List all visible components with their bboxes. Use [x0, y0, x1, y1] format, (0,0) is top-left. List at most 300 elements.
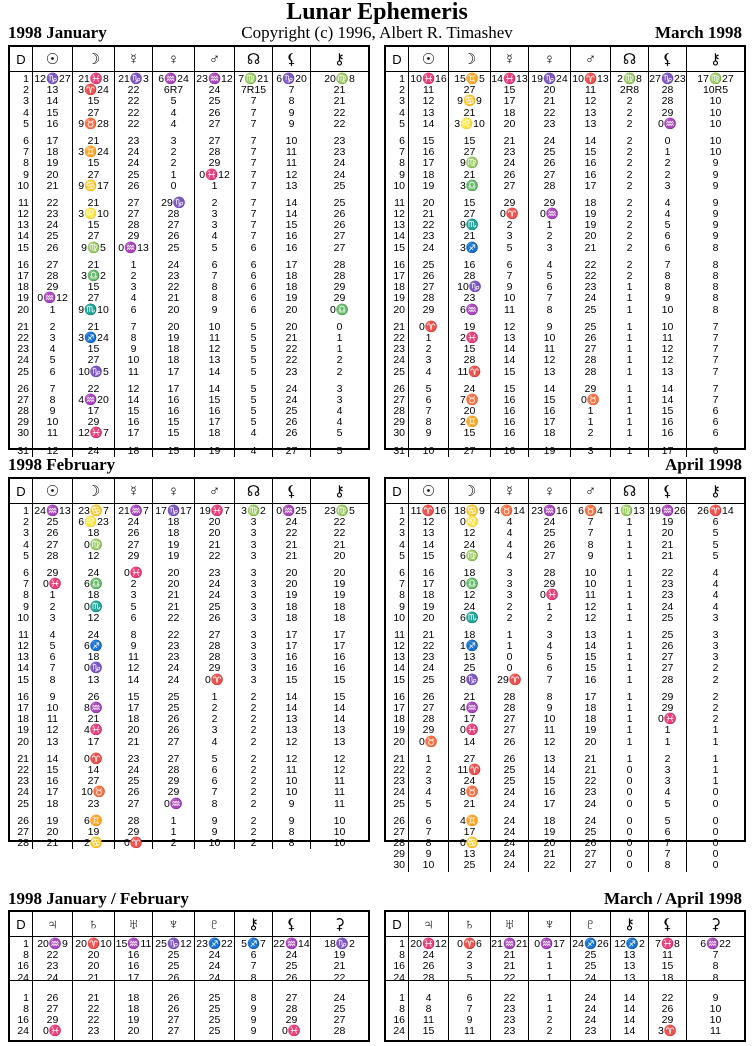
- cell: 3: [250, 549, 257, 562]
- cell: 17: [333, 640, 346, 653]
- cell: 5: [546, 651, 553, 664]
- cell: 20: [17, 735, 29, 748]
- cell: 27: [543, 168, 556, 181]
- cell: 1: [626, 578, 633, 591]
- cell: 29: [285, 1014, 298, 1027]
- cell: 25: [543, 146, 556, 159]
- cell: 1: [626, 516, 633, 529]
- cell: 18: [127, 713, 140, 726]
- cell: 3: [664, 763, 671, 776]
- column-sun: [32, 504, 72, 849]
- header-node-symbol: ☊: [234, 479, 272, 503]
- cell: 27: [503, 713, 516, 726]
- cell: 3: [130, 589, 137, 602]
- cell: 19: [167, 331, 180, 344]
- cell: 11: [334, 797, 345, 810]
- cell: 11: [423, 84, 434, 97]
- cell: 25: [285, 405, 298, 418]
- cell: 20: [127, 724, 140, 737]
- cell: 10: [422, 859, 435, 872]
- cell: 19: [661, 516, 674, 529]
- cell: 0♎: [330, 303, 349, 316]
- cell: 9♋17: [78, 179, 109, 192]
- cell: 5: [130, 600, 137, 613]
- cell: 24: [208, 84, 221, 97]
- cell: 10: [709, 1002, 722, 1015]
- cell: 11: [18, 628, 29, 641]
- cell: 4: [664, 196, 671, 209]
- cell: 24: [17, 1025, 29, 1038]
- cell: 7: [250, 134, 257, 147]
- cell: 0♒: [540, 208, 559, 221]
- cell: 1: [626, 343, 633, 356]
- cell: 14: [333, 702, 346, 714]
- cell: 0: [626, 837, 633, 850]
- cell: 23: [208, 566, 221, 579]
- cell: 21: [463, 106, 476, 119]
- cell: 2: [546, 1025, 553, 1038]
- cell: 0: [336, 320, 343, 333]
- cell: 15♒11: [115, 938, 152, 950]
- header-venus-symbol: ♀: [528, 479, 570, 503]
- cell: 14: [503, 343, 516, 356]
- cell: 24: [87, 628, 100, 641]
- cell: 22♒14: [273, 938, 310, 950]
- cell: 19: [17, 292, 29, 305]
- cell: 6♒22: [700, 938, 731, 950]
- cell: 23: [584, 1025, 597, 1038]
- cell: 27: [17, 825, 29, 838]
- cell: 15: [285, 219, 298, 232]
- cell: 1: [425, 331, 432, 344]
- cell: 7: [712, 343, 719, 356]
- cell: 7: [712, 393, 719, 406]
- cell: 3: [49, 331, 56, 344]
- cell: 1: [546, 949, 553, 962]
- cell: 29: [87, 416, 100, 429]
- column-mars: [570, 504, 610, 872]
- cell: 9: [466, 1014, 473, 1027]
- cell: 17♑17: [155, 505, 192, 517]
- column-pluto: [194, 937, 234, 1040]
- cell: 0♓: [124, 566, 143, 579]
- cell: 1: [626, 611, 633, 624]
- cell: 25: [333, 179, 346, 192]
- table-body: [386, 504, 744, 872]
- cell: 9: [399, 600, 405, 613]
- cell: 4: [712, 578, 719, 591]
- column-mercury: [490, 72, 528, 457]
- cell: 3: [250, 628, 257, 641]
- cell: 2: [546, 1014, 553, 1027]
- cell: 14: [503, 354, 516, 367]
- cell: 27: [333, 230, 346, 243]
- cell: 1: [626, 651, 633, 664]
- cell: 1: [626, 365, 633, 378]
- cell: 19: [285, 589, 298, 602]
- header-neptune-symbol: ♆: [152, 912, 194, 936]
- cell: 16: [333, 662, 346, 675]
- cell: 10: [333, 837, 346, 850]
- column-day: [386, 72, 408, 457]
- cell: 24: [127, 763, 140, 776]
- cell: 20: [285, 566, 298, 579]
- cell: 22: [333, 527, 346, 540]
- cell: 2: [466, 949, 473, 962]
- cell: 26: [46, 527, 59, 540]
- cell: 21: [87, 320, 100, 333]
- cell: 28: [17, 837, 29, 850]
- cell: 1: [626, 702, 633, 714]
- cell: 2: [250, 735, 257, 748]
- cell: 10: [208, 320, 221, 333]
- cell: 8: [399, 589, 405, 602]
- cell: 20: [543, 84, 556, 97]
- cell: 0♒: [164, 797, 183, 810]
- cell: 24: [46, 971, 59, 984]
- cell: 15: [463, 427, 476, 440]
- cell: 3: [250, 538, 257, 551]
- cell: 2: [425, 763, 432, 776]
- cell: 19: [422, 179, 435, 192]
- cell: 19: [87, 825, 100, 838]
- cell: 6: [664, 241, 671, 254]
- cell: 27: [584, 343, 597, 356]
- cell: 10: [543, 713, 556, 726]
- cell: 1: [587, 405, 594, 418]
- cell: 27: [46, 538, 59, 551]
- cell: 6R7: [163, 84, 184, 97]
- cell: 12: [584, 600, 597, 613]
- header-day-symbol: D: [392, 483, 402, 499]
- cell: 21: [87, 991, 100, 1004]
- cell: 28: [46, 549, 59, 562]
- cell: 3: [250, 611, 257, 624]
- cell: 15: [422, 1025, 435, 1038]
- cell: 16: [661, 416, 674, 429]
- column-venus: [528, 72, 570, 457]
- cell: 1: [211, 690, 218, 703]
- cell: 28: [543, 179, 556, 192]
- cell: 9♏: [460, 219, 479, 232]
- cell: 3: [211, 724, 218, 737]
- cell: 1: [546, 960, 553, 973]
- cell: 24: [503, 814, 516, 827]
- cell: 27: [503, 724, 516, 737]
- cell: 5: [664, 797, 671, 810]
- cell: 28: [208, 651, 221, 664]
- cell: 18: [463, 566, 476, 579]
- cell: 15: [333, 690, 346, 703]
- cell: 1: [49, 303, 56, 316]
- cell: 9: [712, 179, 719, 192]
- cell: 18: [208, 427, 221, 440]
- cell: 24♒13: [34, 505, 71, 517]
- cell: 8♒: [84, 702, 103, 714]
- cell: 15: [503, 84, 516, 97]
- cell: 24: [127, 157, 140, 170]
- cell: 14: [127, 393, 140, 406]
- cell: 6: [49, 365, 56, 378]
- cell: 20: [167, 303, 180, 316]
- cell: 21: [422, 628, 435, 641]
- cell: 8: [211, 281, 218, 294]
- cell: 19: [285, 292, 298, 305]
- cell: 12: [393, 640, 405, 653]
- cell: 24: [503, 837, 516, 850]
- cell: 15: [543, 775, 556, 788]
- cell: 3: [336, 382, 343, 395]
- cell: 15: [285, 673, 298, 686]
- cell: 1: [399, 505, 405, 517]
- cell: 7♓8: [655, 938, 680, 950]
- cell: 0♓: [540, 589, 559, 602]
- cell: 19: [333, 589, 346, 602]
- cell: 8: [288, 95, 295, 108]
- cell: 9: [23, 600, 29, 613]
- cell: 4: [546, 258, 553, 271]
- cell: 14: [17, 662, 29, 675]
- cell: 18: [167, 516, 180, 529]
- cell: 2: [211, 196, 218, 209]
- cell: 24: [503, 848, 516, 861]
- cell: 27: [661, 651, 674, 664]
- cell: 5: [250, 354, 257, 367]
- column-sun: [408, 72, 448, 457]
- cell: 3: [712, 640, 719, 653]
- cell: 5: [664, 219, 671, 232]
- column-ceres: [686, 937, 744, 1040]
- cell: 26: [422, 270, 435, 282]
- cell: 15: [46, 106, 59, 119]
- cell: 29: [127, 549, 140, 562]
- cell: 9: [49, 690, 56, 703]
- cell: 20♍8: [324, 73, 355, 85]
- cell: 28: [127, 219, 140, 232]
- cell: 24: [285, 949, 298, 962]
- cell: 9: [425, 848, 432, 861]
- cell: 16: [17, 258, 29, 271]
- cell: 27: [167, 219, 180, 232]
- cell: 2: [250, 814, 257, 827]
- cell: 13: [463, 848, 476, 861]
- cell: 0♏: [84, 600, 103, 613]
- cell: 12: [87, 549, 100, 562]
- cell: 10♈13: [572, 73, 609, 85]
- cell: 26: [208, 611, 221, 624]
- cell: 27: [422, 702, 435, 714]
- cell: 0: [626, 775, 633, 788]
- cell: 28: [333, 1025, 346, 1038]
- cell: 29: [167, 775, 180, 788]
- cell: 27: [167, 735, 180, 748]
- cell: 4♒20: [78, 393, 109, 406]
- cell: 11: [286, 763, 297, 776]
- cell: 25: [584, 960, 597, 973]
- cell: 18: [393, 713, 405, 726]
- cell: 1: [506, 628, 513, 641]
- table-outer-mar-apr: [384, 910, 746, 1042]
- cell: 21: [208, 538, 221, 551]
- cell: 6: [712, 516, 719, 529]
- cell: 26: [167, 971, 180, 984]
- cell: 27: [208, 628, 221, 641]
- cell: 17: [87, 735, 100, 748]
- cell: 21: [463, 690, 476, 703]
- header-lilith-symbol: ⚸: [272, 479, 310, 503]
- cell: 2: [506, 600, 513, 613]
- cell: 1♐: [460, 640, 479, 653]
- cell: 7R15: [240, 84, 267, 97]
- column-pluto: [570, 937, 610, 1040]
- cell: 27: [87, 775, 100, 788]
- cell: 19: [584, 208, 597, 221]
- cell: 21: [333, 95, 346, 108]
- cell: 2: [170, 157, 177, 170]
- cell: 24: [503, 797, 516, 810]
- cell: 13: [584, 628, 597, 641]
- cell: 24: [584, 814, 597, 827]
- cell: 2: [23, 516, 29, 529]
- cell: 14: [584, 640, 597, 653]
- cell: 14: [46, 95, 59, 108]
- cell: 2: [626, 146, 633, 159]
- column-mercury: [490, 504, 528, 872]
- cell: 14: [543, 382, 556, 395]
- cell: 2: [425, 343, 432, 356]
- cell: 18♑2: [324, 938, 355, 950]
- cell: 0♈: [124, 837, 143, 850]
- cell: 7: [399, 578, 405, 591]
- cell: 25: [503, 775, 516, 788]
- cell: 8: [49, 673, 56, 686]
- cell: 18: [422, 589, 435, 602]
- cell: 2: [712, 713, 719, 726]
- cell: 25: [167, 690, 180, 703]
- cell: 27: [584, 859, 597, 872]
- cell: 0♎: [460, 578, 479, 591]
- header-saturn-symbol: ♄: [448, 912, 490, 936]
- cell: 26♈14: [697, 505, 734, 517]
- cell: 17: [17, 702, 29, 714]
- cell: 16: [503, 393, 516, 406]
- cell: 21: [584, 241, 597, 254]
- cell: 18: [167, 527, 180, 540]
- cell: 25: [661, 628, 674, 641]
- cell: 28: [127, 814, 140, 827]
- header-pluto-symbol: ♇: [194, 912, 234, 936]
- cell: 17: [503, 95, 516, 108]
- cell: 27♑23: [649, 73, 686, 85]
- cell: 10: [709, 1014, 722, 1027]
- cell: 25: [208, 991, 221, 1004]
- header-sun-symbol: ☉: [408, 479, 448, 503]
- cell: 0: [626, 848, 633, 861]
- cell: 2: [626, 157, 633, 170]
- cell: 23: [584, 786, 597, 799]
- cell: 15: [17, 673, 29, 686]
- cell: 24: [422, 241, 435, 254]
- cell: 13: [584, 106, 597, 119]
- cell: 17: [285, 628, 298, 641]
- cell: 20: [285, 303, 298, 316]
- cell: 1: [626, 628, 633, 641]
- cell: 3: [664, 179, 671, 192]
- cell: 16: [17, 1014, 29, 1027]
- cell: 20: [463, 405, 476, 418]
- cell: 12: [127, 382, 140, 395]
- header-node-symbol: ☊: [610, 47, 648, 71]
- cell: 9: [250, 1025, 257, 1038]
- cell: 18: [167, 343, 180, 356]
- cell: 16: [393, 960, 405, 973]
- cell: 14: [393, 230, 405, 243]
- cell: 2: [626, 117, 633, 130]
- cell: 0: [626, 797, 633, 810]
- cell: 8: [288, 825, 295, 838]
- column-lilith: [648, 937, 686, 1040]
- cell: 4: [506, 549, 513, 562]
- cell: 11: [286, 146, 297, 159]
- cell: 7: [664, 258, 671, 271]
- cell: 6: [399, 566, 405, 579]
- cell: 22: [285, 527, 298, 540]
- cell: 0♓12: [199, 168, 230, 181]
- cell: 13: [285, 713, 298, 726]
- cell: 26: [285, 971, 298, 984]
- cell: 24: [463, 538, 476, 551]
- cell: 22: [46, 196, 59, 209]
- cell: 16: [17, 960, 29, 973]
- cell: 1: [211, 179, 218, 192]
- cell: 25: [127, 775, 140, 788]
- cell: 24: [17, 354, 29, 367]
- cell: 5: [250, 393, 257, 406]
- cell: 5: [211, 752, 218, 765]
- cell: 22: [87, 1002, 100, 1015]
- cell: 27: [167, 752, 180, 765]
- cell: 28: [463, 354, 476, 367]
- cell: 25: [208, 95, 221, 108]
- cell: 26: [17, 382, 29, 395]
- cell: 27: [463, 752, 476, 765]
- cell: 2: [626, 95, 633, 108]
- column-sun: [32, 72, 72, 457]
- cell: 18: [285, 611, 298, 624]
- cell: 0♈: [419, 320, 438, 333]
- cell: 23: [393, 775, 405, 788]
- cell: 11: [662, 949, 673, 962]
- column-uranus: [114, 937, 152, 1040]
- cell: 15: [661, 405, 674, 418]
- cell: 0: [712, 786, 719, 799]
- table-header-row: [386, 479, 744, 504]
- cell: 21: [46, 179, 59, 192]
- cell: 8: [211, 797, 218, 810]
- cell: 1: [336, 331, 343, 344]
- cell: 16: [543, 786, 556, 799]
- cell: 1: [712, 724, 719, 737]
- cell: 9: [250, 1002, 257, 1015]
- cell: 16: [393, 258, 405, 271]
- cell: 3: [546, 628, 553, 641]
- column-mars: [570, 72, 610, 457]
- cell: 12♓7: [78, 427, 109, 440]
- cell: 2: [546, 611, 553, 624]
- cell: 26: [17, 814, 29, 827]
- cell: 2: [506, 611, 513, 624]
- cell: 28: [208, 146, 221, 159]
